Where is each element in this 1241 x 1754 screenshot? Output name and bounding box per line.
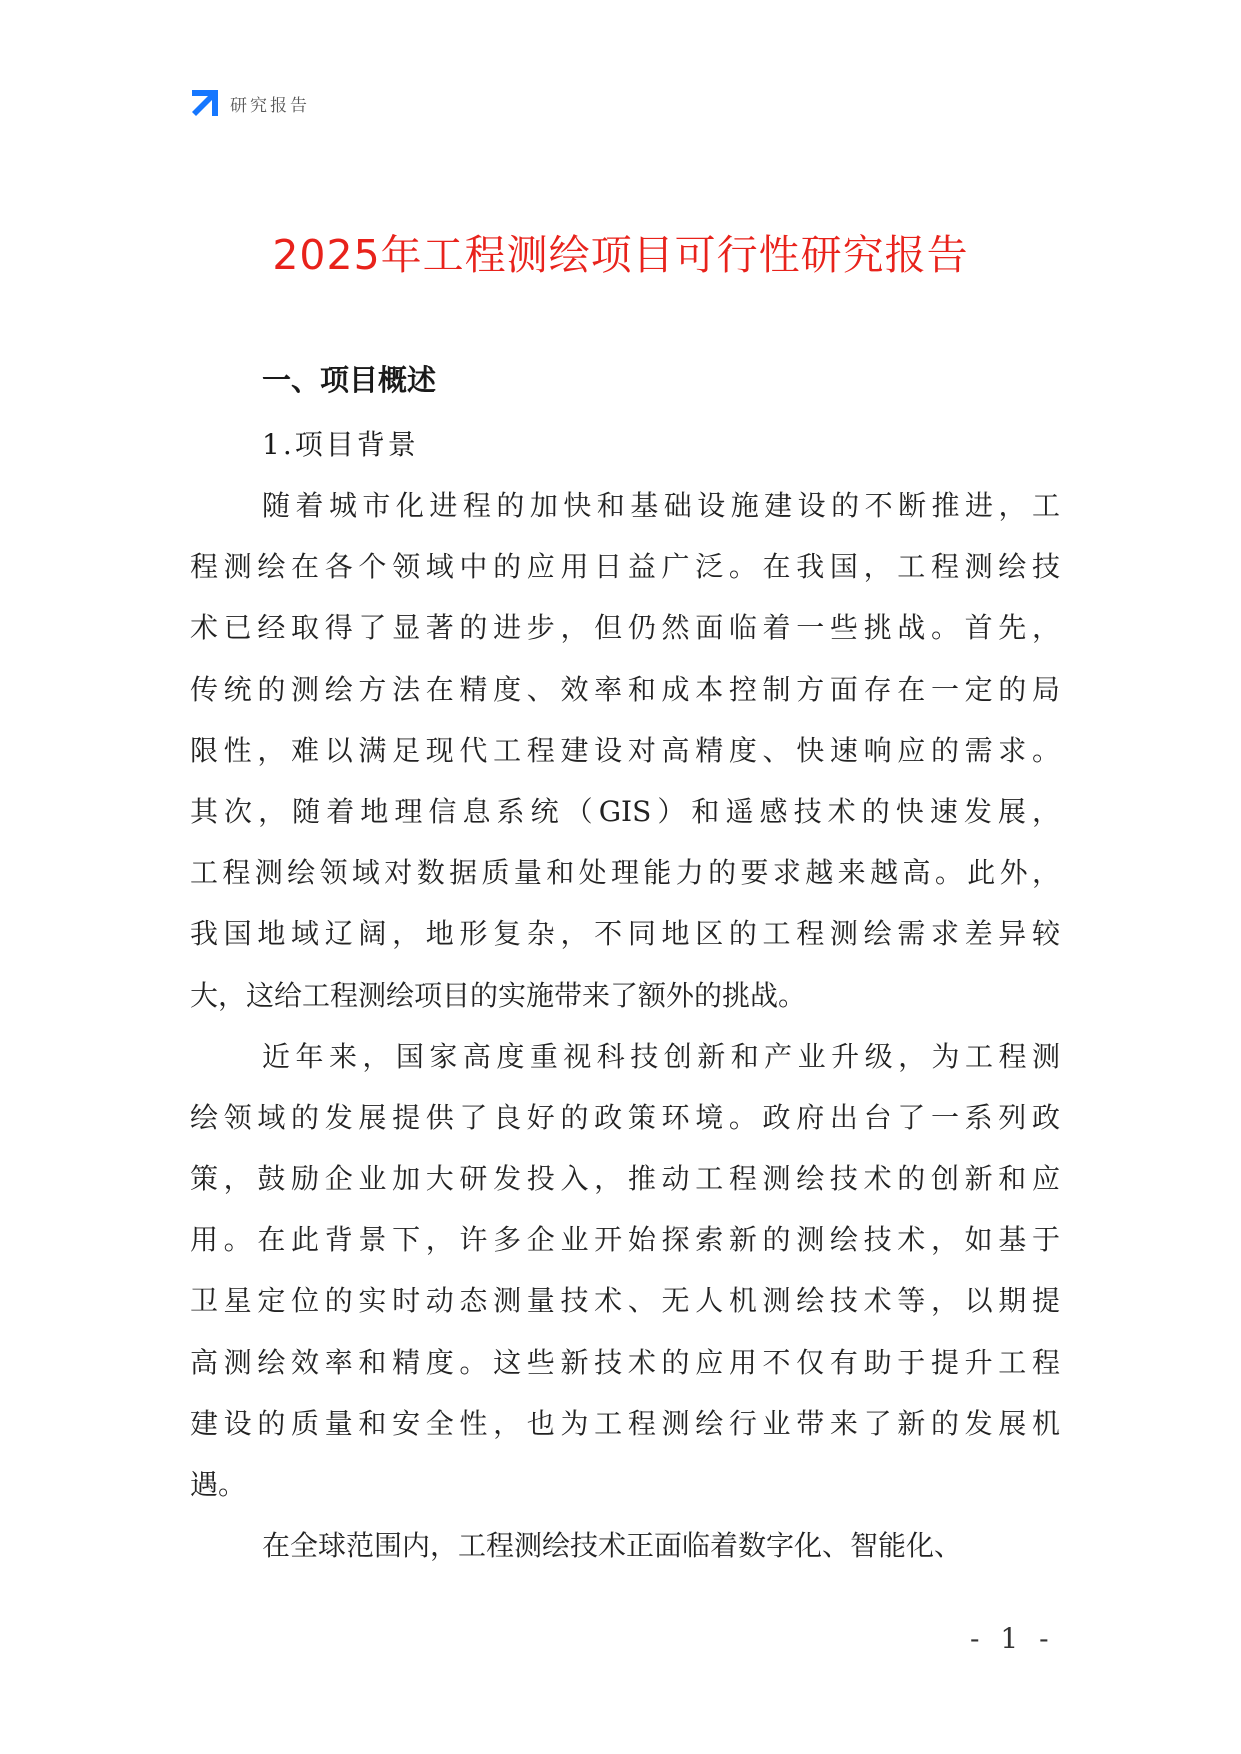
paragraph-line: 在全球范围内，工程测绘技术正面临着数字化、智能化、 <box>262 1529 963 1563</box>
paragraph-line: 工程测绘领域对数据质量和处理能力的要求越来越高。此外， <box>190 856 1060 890</box>
paragraph-line: 随着城市化进程的加快和基础设施建设的不断推进，工 <box>262 489 1060 522</box>
paragraph-line: 遇。 <box>190 1468 247 1501</box>
paragraph-line: 绘领域的发展提供了良好的政策环境。政府出台了一系列政 <box>190 1100 1060 1134</box>
paragraph-line: 其次，随着地理信息系统（GIS）和遥感技术的快速发展， <box>190 794 1060 828</box>
section-subheading: 1.项目背景 <box>262 428 419 461</box>
paragraph-line: 卫星定位的实时动态测量技术、无人机测绘技术等，以期提 <box>190 1284 1060 1318</box>
paragraph-line: 我国地域辽阔，地形复杂，不同地区的工程测绘需求差异较 <box>190 917 1060 951</box>
paragraph-line: 高测绘效率和精度。这些新技术的应用不仅有助于提升工程 <box>190 1345 1060 1379</box>
paragraph-line: 用。在此背景下，许多企业开始探索新的测绘技术，如基于 <box>190 1223 1060 1257</box>
paragraph-line: 大，这给工程测绘项目的实施带来了额外的挑战。 <box>190 978 807 1012</box>
paragraph-line: 建设的质量和安全性，也为工程测绘行业带来了新的发展机 <box>190 1406 1060 1440</box>
arrow-up-right-icon <box>190 88 220 118</box>
page-number: - 1 - <box>970 1622 1055 1655</box>
paragraph-line: 传统的测绘方法在精度、效率和成本控制方面存在一定的局 <box>190 672 1060 706</box>
paragraph-line: 术已经取得了显著的进步，但仍然面临着一些挑战。首先， <box>190 611 1060 645</box>
report-header <box>190 88 310 118</box>
section-heading: 一、项目概述 <box>262 363 437 397</box>
paragraph-line: 程测绘在各个领域中的应用日益广泛。在我国，工程测绘技 <box>190 550 1060 584</box>
body-text <box>190 475 1060 1576</box>
paragraph-line: 限性，难以满足现代工程建设对高精度、快速响应的需求。 <box>190 733 1060 767</box>
header-label: 研究报告 <box>230 95 310 116</box>
paragraph-line: 近年来，国家高度重视科技创新和产业升级，为工程测 <box>262 1039 1060 1073</box>
document-title: 2025年工程测绘项目可行性研究报告 <box>272 231 969 279</box>
paragraph-line: 策，鼓励企业加大研发投入，推动工程测绘技术的创新和应 <box>190 1162 1060 1196</box>
